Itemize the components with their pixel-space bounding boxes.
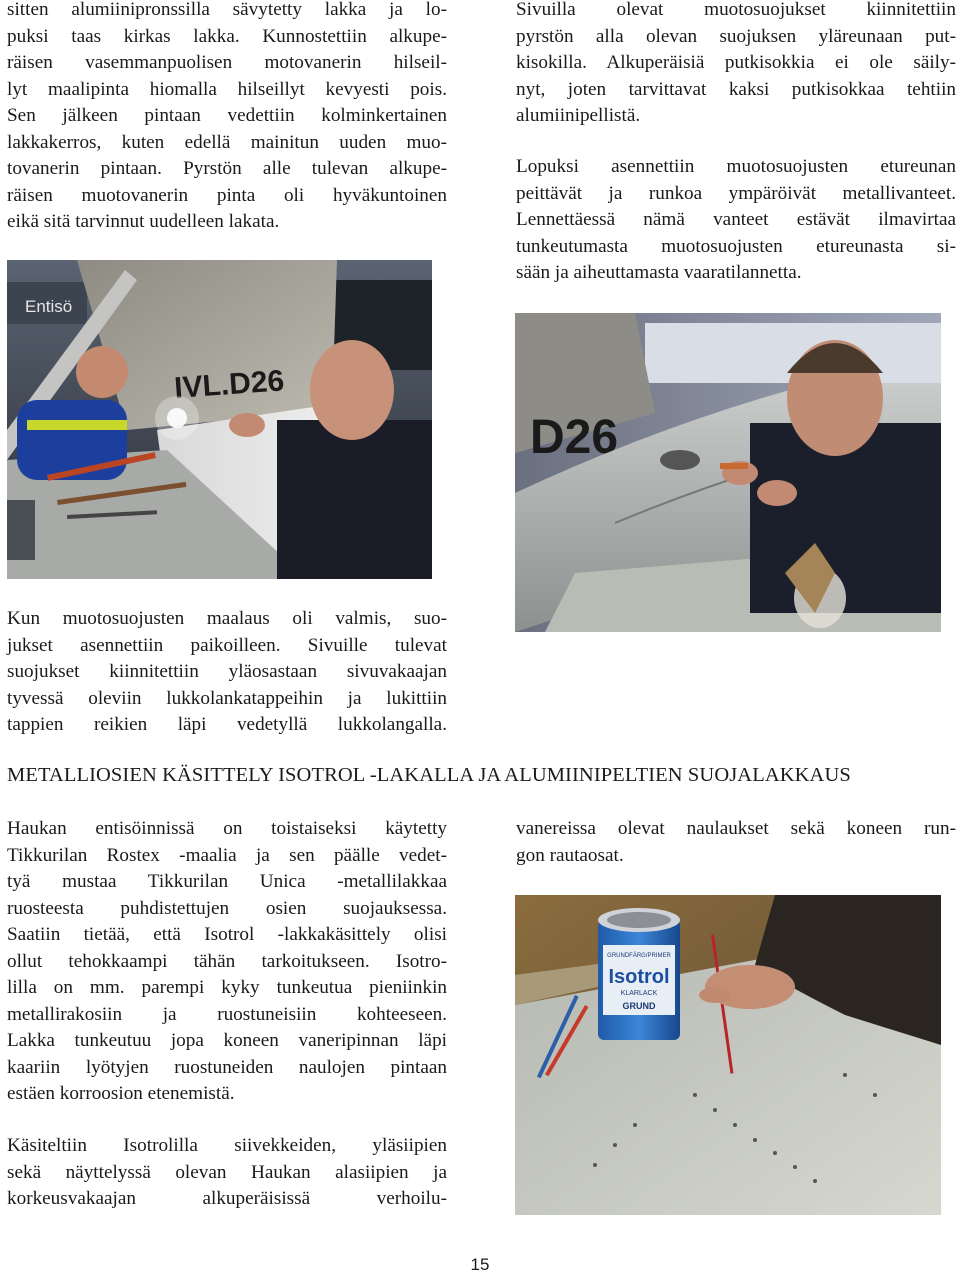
text-line: sään ja aiheuttamasta vaaratilannetta. xyxy=(516,262,802,283)
text-line: Tikkurilan Rostex -maalia ja sen päälle vedet- xyxy=(7,844,447,866)
paragraph-lacquer-work xyxy=(7,0,447,236)
paragraph-fairing-install xyxy=(7,606,447,739)
text-line: kaariin lyötyjen ruostuneiden naulojen pintaan xyxy=(7,1056,447,1078)
photo-isotrol-application xyxy=(515,895,941,1215)
text-line: eikä sitä tarvinnut uudelleen lakata. xyxy=(7,211,280,232)
svg-text:D26: D26 xyxy=(530,411,619,464)
text-line: Kun muotosuojusten maalaus oli valmis, suo- xyxy=(7,608,447,629)
text-line: suojukset kiinnitettiin yläosastaan sivuvakaajan xyxy=(7,661,447,682)
text-line: tunkeutumasta muotosuojusten etureunasta si- xyxy=(516,235,956,257)
text-line: Lakka tunkeutuu jopa koneen vaneripinnan läpi xyxy=(7,1030,447,1051)
text-line: sekä näyttelyssä olevan Haukan alasiipien ja xyxy=(7,1161,447,1183)
text-line: Sen jälkeen pintaan vedettiin kolminkertainen xyxy=(7,105,447,126)
photo-fairing-work-image xyxy=(515,313,941,632)
text-line: räisen vasemmanpuolisen motovanerin hilseil- xyxy=(7,52,447,73)
svg-text:GRUND: GRUND xyxy=(622,1001,656,1011)
photo-fairing-work xyxy=(515,313,941,632)
text-line: räisen muotovanerin pinta oli hyväkuntoinen xyxy=(7,184,447,206)
text-line: lilla on mm. parempi kyky tunkeutua pieniinkin xyxy=(7,977,447,998)
text-line: tovanerin pintaan. Pyrstön alle tulevan alkupe- xyxy=(7,158,447,179)
text-line: pyrstön alla olevan suojuksen yläreunaan put- xyxy=(516,25,956,47)
paragraph-tube-pins xyxy=(516,0,956,130)
svg-text:IVL.D26: IVL.D26 xyxy=(173,364,286,405)
svg-text:KLARLACK: KLARLACK xyxy=(620,990,658,997)
text-line: puksi taas kirkas lakka. Kunnostettiin alkupe- xyxy=(7,25,447,47)
text-line: Sivuilla olevat muotosuojukset kiinnitettiin xyxy=(516,0,956,20)
text-line: ollut tehokkaampi tähän tarkoitukseen. Isotro- xyxy=(7,950,447,972)
text-line: gon rautaosat. xyxy=(516,844,624,866)
text-line: tappien reikien läpi vedetyllä lukkolangalla. xyxy=(7,714,447,735)
svg-text:GRUNDFÄRG/PRIMER: GRUNDFÄRG/PRIMER xyxy=(607,953,671,959)
paragraph-metal-bands xyxy=(516,154,956,287)
text-line: nyt, joten tarvittavat kaksi putkisokkaa tehtiin xyxy=(516,78,956,100)
text-line: tyvessä oleviin lukkolankatappeihin ja lukittiin xyxy=(7,687,447,709)
text-line: Saatiin tietää, että Isotrol -lakkakäsittely olisi xyxy=(7,924,447,945)
text-line: Haukan entisöinnissä on toistaiseksi käytetty xyxy=(7,818,447,839)
photo-isotrol-application-image xyxy=(515,895,941,1215)
text-line: alumiinipellistä. xyxy=(516,105,641,126)
paragraph-isotrol-continued xyxy=(516,816,956,869)
text-line: estäen korroosion etenemistä. xyxy=(7,1083,235,1104)
svg-text:Isotrol: Isotrol xyxy=(608,966,670,988)
paragraph-isotrol-usage xyxy=(7,1133,447,1213)
text-line: kisokilla. Alkuperäisiä putkisokkia ei ole säily- xyxy=(516,52,956,73)
paragraph-isotrol-intro xyxy=(7,816,447,1108)
text-line: tyä mustaa Tikkurilan Unica -metallilakkaa xyxy=(7,871,447,892)
svg-text:Entisö: Entisö xyxy=(25,297,73,316)
text-line: vanereissa olevat naulaukset sekä koneen run- xyxy=(516,818,956,839)
text-line: jukset asennettiin paikoilleen. Sivuille tulevat xyxy=(7,634,447,656)
photo-tail-fitting-image xyxy=(7,260,432,579)
text-line: korkeusvakaajan alkuperäisissä verhoilu- xyxy=(7,1188,447,1209)
text-line: lyt maalipinta hiomalla hilseillyt kevyesti pois. xyxy=(7,78,447,100)
text-line: lakkakerros, kuten edellä mainitun uuden muo- xyxy=(7,131,447,153)
text-line: sitten alumiinipronssilla sävytetty lakka ja lo- xyxy=(7,0,447,20)
text-line: metallirakosiin ja ruostuneisiin kohteeseen. xyxy=(7,1003,447,1025)
text-line: Lennettäessä nämä vanteet estävät ilmavirtaa xyxy=(516,209,956,230)
text-line: ruosteesta puhdistettujen osien suojauksessa. xyxy=(7,897,447,919)
page-number: 15 xyxy=(470,1255,490,1274)
photo-tail-fitting xyxy=(7,260,432,579)
text-line: peittävät ja runkoa ympäröivät metallivanteet. xyxy=(516,182,956,204)
text-line: Lopuksi asennettiin muotosuojusten etureunan xyxy=(516,156,956,177)
section-heading: METALLIOSIEN KÄSITTELY ISOTROL -LAKALLA JA ALUMIINIPELTIEN SUOJALAKKAUS xyxy=(7,764,851,786)
text-line: Käsiteltiin Isotrolilla siivekkeiden, yläsiipien xyxy=(7,1135,447,1156)
